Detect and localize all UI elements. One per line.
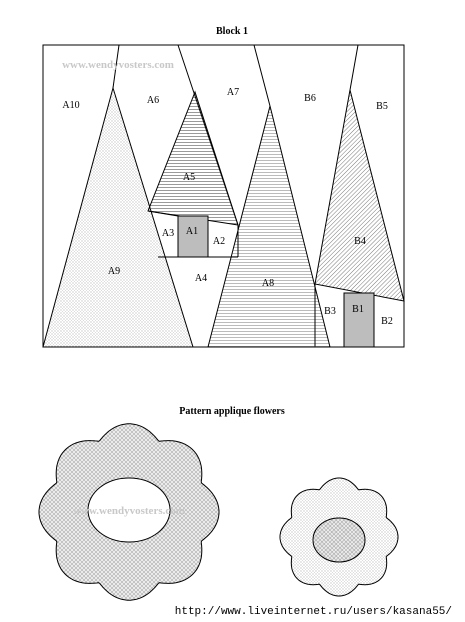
flowers-title: Pattern applique flowers bbox=[179, 406, 285, 417]
label-a3: A3 bbox=[161, 228, 175, 239]
label-a6: A6 bbox=[146, 95, 160, 106]
label-a4: A4 bbox=[194, 273, 208, 284]
label-b2: B2 bbox=[381, 316, 393, 327]
source-url: http://www.liveinternet.ru/users/kasana55/ bbox=[174, 606, 452, 618]
flowers-watermark: www.wendyvosters.com bbox=[73, 505, 185, 517]
label-a10: A10 bbox=[62, 100, 80, 111]
label-b4: B4 bbox=[354, 236, 366, 247]
flower-small bbox=[280, 478, 398, 596]
piece-b1 bbox=[344, 293, 374, 347]
label-b5: B5 bbox=[376, 101, 388, 112]
label-b3: B3 bbox=[324, 306, 336, 317]
label-b6: B6 bbox=[304, 93, 316, 104]
block-watermark: www.wendyvosters.com bbox=[62, 59, 174, 71]
label-a5: A5 bbox=[182, 172, 196, 183]
label-a7: A7 bbox=[226, 87, 240, 98]
quilt-block bbox=[43, 45, 404, 347]
label-a8: A8 bbox=[261, 278, 275, 289]
label-b1: B1 bbox=[352, 304, 364, 315]
block-title: Block 1 bbox=[216, 26, 248, 37]
label-a2: A2 bbox=[212, 236, 226, 247]
label-a9: A9 bbox=[107, 266, 121, 277]
flower-small-center bbox=[313, 518, 365, 562]
label-a1: A1 bbox=[185, 226, 199, 237]
